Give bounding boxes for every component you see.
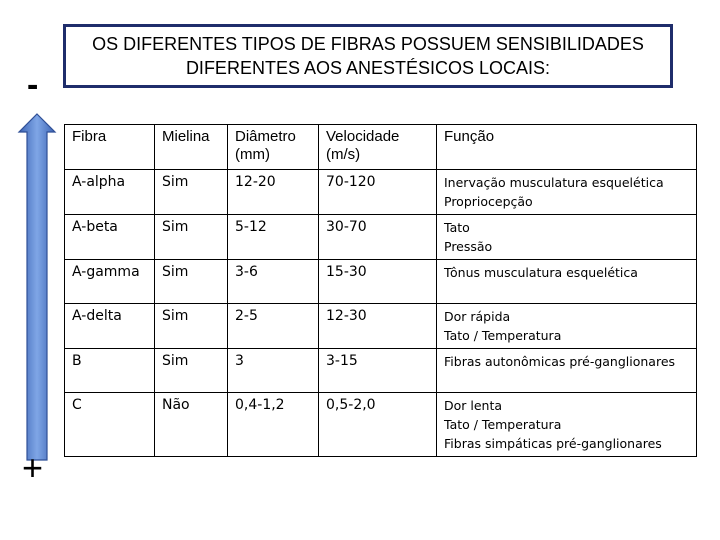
funcao-line: Fibras autonômicas pré-ganglionares: [444, 354, 676, 369]
header-velocidade: Velocidade (m/s): [319, 125, 437, 170]
velocidade-cell: 3-15: [319, 349, 437, 393]
funcao-cell: [437, 393, 697, 457]
table-row: [65, 349, 697, 393]
funcao-line: Dor rápida: [444, 309, 511, 324]
velocidade-cell: 15-30: [319, 260, 437, 304]
mielina-cell: Sim: [155, 215, 228, 260]
funcao-cell: [437, 349, 697, 393]
table-row: [65, 393, 697, 457]
velocidade-cell: 12-30: [319, 304, 437, 349]
plus-sign: +: [22, 447, 44, 488]
velocidade-cell: 70-120: [319, 170, 437, 215]
table-row: [65, 215, 697, 260]
table-row: [65, 260, 697, 304]
diametro-cell: 2-5: [228, 304, 319, 349]
diametro-cell: 3: [228, 349, 319, 393]
mielina-cell: Sim: [155, 304, 228, 349]
mielina-cell: Sim: [155, 349, 228, 393]
mielina-cell: Não: [155, 393, 228, 457]
funcao-line: Tônus musculatura esquelética: [444, 265, 638, 280]
velocidade-cell: 30-70: [319, 215, 437, 260]
mielina-cell: Sim: [155, 260, 228, 304]
funcao-line: Tato / Temperatura: [444, 328, 562, 343]
fibra-cell: C: [65, 393, 155, 457]
diametro-cell: 3-6: [228, 260, 319, 304]
header-funcao: Função: [437, 125, 697, 170]
funcao-line: Tato / Temperatura: [444, 417, 562, 432]
diametro-cell: 12-20: [228, 170, 319, 215]
header-diametro: Diâmetro (mm): [228, 125, 319, 170]
header-fibra: Fibra: [65, 125, 155, 170]
table-row: [65, 170, 697, 215]
funcao-cell: [437, 170, 697, 215]
funcao-line: Fibras simpáticas pré-ganglionares: [444, 436, 662, 451]
fiber-table: [64, 124, 697, 457]
funcao-line: Propriocepção: [444, 194, 533, 209]
title-line-1: OS DIFERENTES TIPOS DE FIBRAS POSSUEM SENSIBILIDADES: [92, 34, 644, 54]
funcao-line: Dor lenta: [444, 398, 503, 413]
title-line-2: DIFERENTES AOS ANESTÉSICOS LOCAIS:: [185, 58, 551, 78]
fibra-cell: A-alpha: [65, 170, 155, 215]
header-mielina: Mielina: [155, 125, 228, 170]
title-box: [63, 24, 673, 88]
funcao-line: Inervação musculatura esquelética: [444, 175, 664, 190]
funcao-cell: [437, 215, 697, 260]
table-row: [65, 304, 697, 349]
funcao-cell: [437, 304, 697, 349]
minus-sign: -: [27, 66, 39, 104]
diametro-cell: 5-12: [228, 215, 319, 260]
fibra-cell: B: [65, 349, 155, 393]
funcao-line: Pressão: [444, 239, 493, 254]
table-header-row: [65, 125, 697, 170]
velocidade-cell: 0,5-2,0: [319, 393, 437, 457]
up-arrow-icon: [17, 112, 57, 462]
fibra-cell: A-delta: [65, 304, 155, 349]
funcao-line: Tato: [444, 220, 470, 235]
fibra-cell: A-beta: [65, 215, 155, 260]
fibra-cell: A-gamma: [65, 260, 155, 304]
diametro-cell: 0,4-1,2: [228, 393, 319, 457]
funcao-cell: [437, 260, 697, 304]
mielina-cell: Sim: [155, 170, 228, 215]
